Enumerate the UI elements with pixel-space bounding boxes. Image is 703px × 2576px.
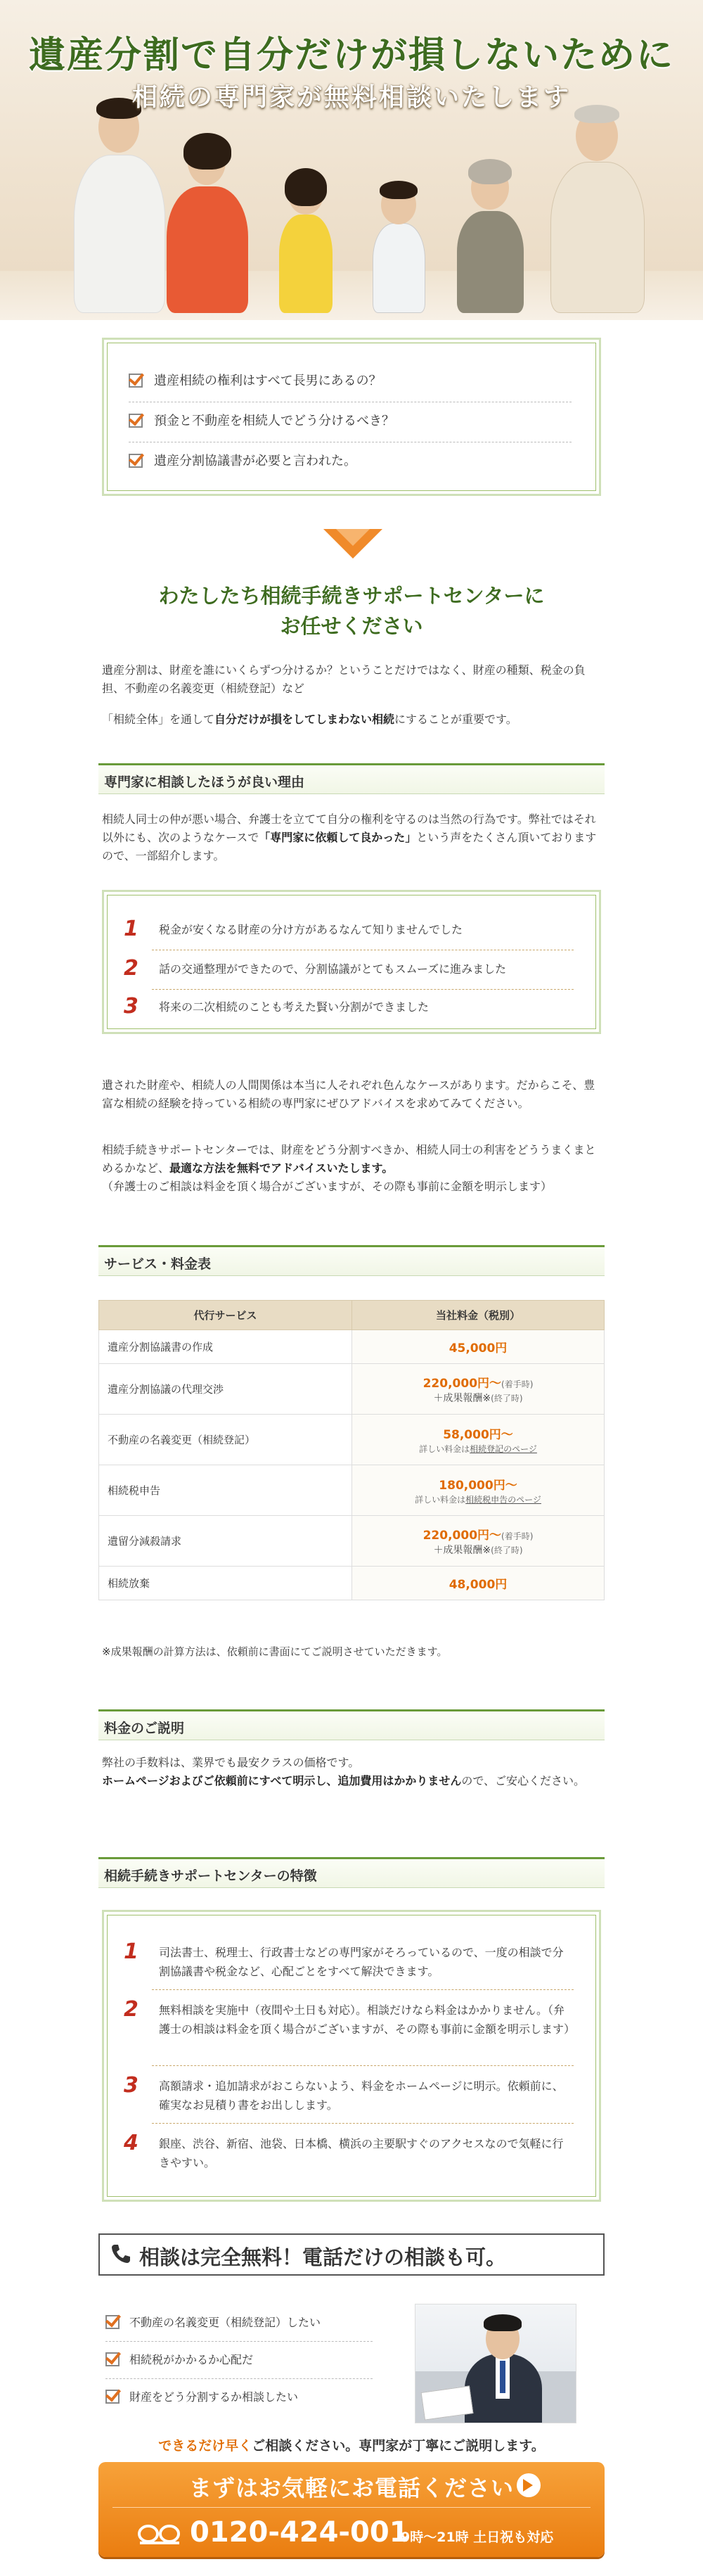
feature-item <box>124 2074 574 2123</box>
service-name: 不動産の名義変更（相続登記） <box>99 1415 352 1465</box>
tax-filing-page-link[interactable]: 相続税申告のページ <box>465 1495 541 1505</box>
checkbox-checked-icon <box>105 2352 120 2366</box>
down-arrow-inner-icon <box>336 529 370 546</box>
feature-item <box>124 1998 574 2068</box>
service-name: 遺産分割協議の代理交渉 <box>99 1364 352 1415</box>
page: 遺産分割で自分だけが損しないために 相続の専門家が無料相談いたします 遺産相続の権利はすべて長男にあるの？ 預金と不動産を相続人でどう分けるべき？ 遺産分割協議書が必要と言われた。 わたしたち相続手続きサポートセンターに お任せください 遺産分割は、財産を誰にいくらずつ分けるか？ということだけではなく、財産の種類、税金の負担、不動産の名義変更（相続登記）など 「相続全体」を通して自分だけが損をしてしまわない相続にすることが重要です。 専門家に相談したほうが良い理由 相続人同士の仲が悪い場合、弁護士を立てて自分の権利を守るのは当然の行為です。弊社ではそれ以外にも、次のようなケースで「専門家に依頼して良かった」という声をたくさん頂いておりますので、一部紹介します。 1 税金が安くなる財産の分け方があるなんて知りませんでした 2 話の交通整理ができたので、分割協議がとてもスムーズに進みました 3 将来の二次相続のことも考えた賢い分割ができました 遺された財産や、相続人の人間関係は本当に人それぞれ色んなケースがあります。だからこそ、豊富な相続の経験を持っている相続の専門家にぜひアドバイスを求めてみてください。 相続手続きサポートセンターでは、財産をどう分割すべきか、相続人同士の利害をどううまくまとめるかなど、最適な方法を無料でアドバイスいたします。 （弁護士のご相談は料金を頂く場合がございますが、その際も事前に金額を明示します） サービス・料金表 代行サービス 当社料金（税別） 遺産分割協議書の作成 45,000円 遺産分割協議の代理交渉 220,000円〜(着手時) ＋成果報酬※(終了時) 不動産の名義変更（相続登記） 58,000円〜 詳しい料金は相続登記のページ 相続税申告 180,000円〜 詳しい料金は相続税申告のページ 遺留分減殺請求 220,000円〜(着手時) ＋成果報酬※(終了時) 相続放棄 48,000円 ※成果報酬の計算方法は、依頼前に書面にてご説明させていただきます。 料金のご説明 弊社の手数料は、業界でも最安クラスの価格です。 ホームページおよびご依頼前にすべて明示し、追加費用はかかりませんので、ご安心ください。 相続手続きサポートセンターの特徴 1 司法書士、税理士、行政書士などの専門家がそろっているので、一度の相談で分割協議書や税金など、心配ごとをすべて解決できます。 2 無料相談を実施中（夜間や土日も対応）。相談だけなら料金はかかりません。（弁護士の相談は料金を頂く場合がございますが、その際も事前に金額を明示します） 3 高額請求・追加請求がおこらないよう、料金をホームページに明示。依頼前に、確実なお見積り書をお出しします。 4 銀座、渋谷、新宿、池袋、日本橋、横浜の主要駅すぐのアクセスなので気軽に行きやすい。 相談は完全無料！電話だけの相談も可。 不動産の名義変更（相続登記）したい 相続税がかかるか心配だ 財産をどう分割するか相談したい できるだけ早くご相談ください。専門家が丁寧にご説明します。 まずはお気軽にお電話ください 0120-424-001 9時〜21時 土日祝も対応 <box>0 0 703 2576</box>
call-button[interactable] <box>98 2462 605 2557</box>
checkbox-checked-icon <box>129 454 143 468</box>
concern-checklist: 遺産相続の権利はすべて長男にあるの？ 預金と不動産を相続人でどう分けるべき？ 遺産分割協議書が必要と言われた。 <box>102 338 601 496</box>
reasons-paragraph-2: 遺された財産や、相続人の人間関係は本当に人それぞれ色んなケースがあります。だからこそ、豊富な相続の経験を持っている相続の専門家にぜひアドバイスを求めてみてください。 <box>102 1078 595 1110</box>
feature-item <box>124 2131 574 2181</box>
reasons-paragraph-3: 相続手続きサポートセンターでは、財産をどう分割すべきか、相続人同士の利害をどううまくまとめるかなど、最適な方法を無料でアドバイスいたします。 （弁護士のご相談は料金を頂く場合がございますが、その際も事前に金額を明示します） <box>102 1143 596 1193</box>
testimonial-item <box>124 917 574 952</box>
feature-text: 司法書士、税理士、行政書士などの専門家がそろっているので、一度の相談で分割協議書や税金など、心配ごとをすべて解決できます。 <box>159 1946 564 1978</box>
checkbox-checked-icon <box>129 374 143 388</box>
fee-explain-paragraph: 弊社の手数料は、業界でも最安クラスの価格です。 ホームページおよびご依頼前にすべて明示し、追加費用はかかりませんので、ご安心ください。 <box>102 1756 586 1787</box>
table-header-row <box>99 1301 605 1330</box>
pricing-footnote: ※成果報酬の計算方法は、依頼前に書面にてご説明させていただきます。 <box>102 1645 448 1658</box>
service-name: 相続税申告 <box>99 1465 352 1516</box>
testimonial-item <box>124 995 574 1023</box>
feature-text: 銀座、渋谷、新宿、池袋、日本橋、横浜の主要駅すぐのアクセスなので気軽に行きやすい。 <box>159 2137 564 2169</box>
testimonial-text: 将来の二次相続のことも考えた賢い分割ができました <box>159 1000 430 1014</box>
feature-item <box>124 1940 574 1996</box>
section-header-features: 相続手続きサポートセンターの特徴 <box>98 1857 605 1888</box>
business-hours: 9時〜21時 土日祝も対応 <box>401 2530 554 2545</box>
phone-icon <box>110 2243 132 2265</box>
price: 220,000円〜 <box>423 1529 502 1543</box>
table-row <box>99 1330 605 1364</box>
consultant-photo <box>415 2304 576 2423</box>
column-header-fee: 当社料金（税別） <box>352 1301 605 1330</box>
testimonials-box <box>102 890 601 1034</box>
checkbox-checked-icon <box>129 414 143 428</box>
checkbox-checked-icon <box>105 2390 120 2404</box>
cta-lead: できるだけ早くご相談ください。専門家が丁寧にご説明します。 <box>158 2438 545 2454</box>
number-badge: 3 <box>124 994 138 1019</box>
service-name: 相続放棄 <box>99 1567 352 1600</box>
testimonial-text: 税金が安くなる財産の分け方があるなんて知りませんでした <box>159 923 463 936</box>
free-dial-icon <box>137 2523 182 2545</box>
section-header-pricing: サービス・料金表 <box>98 1245 605 1276</box>
price: 220,000円〜 <box>423 1377 502 1391</box>
hero-banner <box>0 0 703 320</box>
intro-emphasis-paragraph: 「相続全体」を通して自分だけが損をしてしまわない相続にすることが重要です。 <box>102 713 517 726</box>
testimonial-item <box>124 957 574 992</box>
hero-subtitle: 相続の専門家が無料相談いたします <box>131 83 571 112</box>
table-row: 遺留分減殺請求 220,000円〜(着手時) ＋成果報酬※(終了時) <box>99 1516 605 1567</box>
number-badge: 2 <box>124 1997 138 2022</box>
family-daughter <box>271 158 341 313</box>
checkbox-checked-icon <box>105 2315 120 2329</box>
features-box <box>102 1910 601 2202</box>
hero-title: 遺産分割で自分だけが損しないために <box>28 34 674 77</box>
family-mother <box>158 123 257 313</box>
intro-paragraph: 遺産分割は、財産を誰にいくらずつ分けるか？ということだけではなく、財産の種類、税金の負担、不動産の名義変更（相続登記）など <box>102 663 586 695</box>
feature-text: 無料相談を実施中（夜間や土日も対応）。相談だけなら料金はかかりません。（弁護士の相談は料金を頂く場合がございますが、その際も事前に金額を明示します） <box>159 2003 576 2036</box>
feature-text: 高額請求・追加請求がおこらないよう、料金をホームページに明示。依頼前に、確実なお見積り書をお出しします。 <box>159 2079 564 2112</box>
family-son <box>366 172 432 313</box>
call-button-label: まずはお気軽にお電話ください <box>188 2475 514 2501</box>
column-header-service: 代行サービス <box>99 1301 352 1330</box>
price: 45,000円 <box>449 1341 508 1356</box>
phone-number: 0120-424-001 <box>190 2516 409 2549</box>
price: 180,000円〜 <box>439 1479 517 1493</box>
number-badge: 1 <box>124 917 138 941</box>
testimonial-text: 話の交通整理ができたので、分割協議がとてもスムーズに進みました <box>159 962 507 976</box>
price: 58,000円〜 <box>443 1428 513 1442</box>
service-name: 遺留分減殺請求 <box>99 1516 352 1567</box>
table-row: 遺産分割協議の代理交渉 220,000円〜(着手時) ＋成果報酬※(終了時) <box>99 1364 605 1415</box>
family-grandmother <box>450 148 531 313</box>
intro-heading-line2: お任せください <box>280 614 423 638</box>
pricing-table <box>98 1300 605 1600</box>
reasons-intro: 相続人同士の仲が悪い場合、弁護士を立てて自分の権利を守るのは当然の行為です。弊社ではそれ以外にも、次のようなケースで「専門家に依頼して良かった」という声をたくさん頂いておりますので、一部紹介します。 <box>102 812 597 862</box>
number-badge: 1 <box>124 1939 138 1964</box>
free-consultation-banner: 相談は完全無料！電話だけの相談も可。 <box>98 2233 605 2276</box>
number-badge: 2 <box>124 956 138 981</box>
family-grandfather <box>545 88 650 313</box>
price: 48,000円 <box>449 1578 508 1592</box>
table-row: 不動産の名義変更（相続登記） 58,000円〜 詳しい料金は相続登記のページ <box>99 1415 605 1465</box>
intro-heading-line1: わたしたち相続手続きサポートセンターに <box>158 584 545 608</box>
registration-page-link[interactable]: 相続登記のページ <box>470 1444 537 1454</box>
family-father <box>67 88 172 313</box>
service-name: 遺産分割協議書の作成 <box>99 1330 352 1364</box>
number-badge: 4 <box>124 2131 138 2155</box>
table-row <box>99 1567 605 1600</box>
number-badge: 3 <box>124 2073 138 2098</box>
section-header-fee-explain: 料金のご説明 <box>98 1709 605 1740</box>
arrow-right-icon <box>517 2473 541 2497</box>
table-row: 相続税申告 180,000円〜 詳しい料金は相続税申告のページ <box>99 1465 605 1516</box>
section-header-reasons: 専門家に相談したほうが良い理由 <box>98 763 605 794</box>
